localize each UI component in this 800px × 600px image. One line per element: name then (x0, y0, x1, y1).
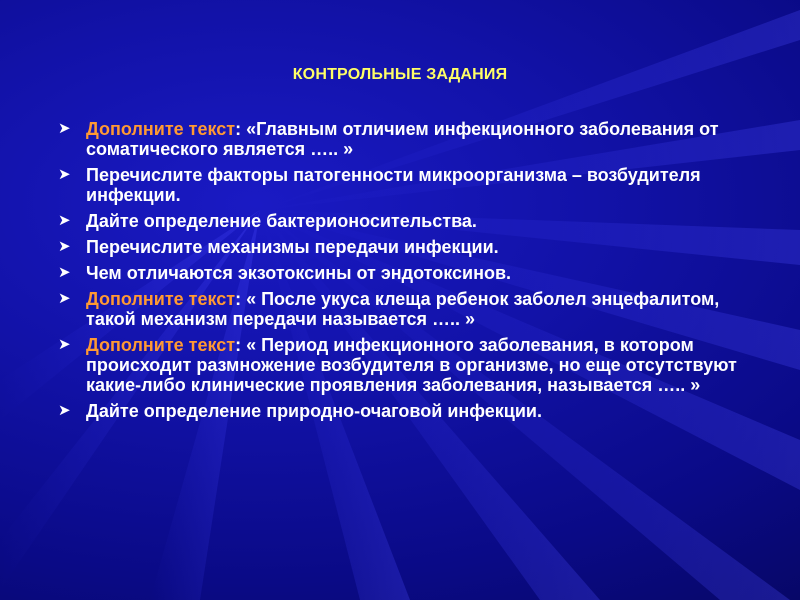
task-item-3 (58, 211, 758, 231)
triangle-bullet-icon: ➤ (58, 238, 71, 255)
triangle-bullet-icon: ➤ (58, 120, 71, 137)
slide-title: КОНТРОЛЬНЫЕ ЗАДАНИЯ (292, 66, 508, 83)
task-item-6 (58, 289, 758, 329)
task-highlight: Дополните текст (86, 335, 236, 355)
task-highlight: Дополните текст (86, 289, 236, 309)
task-text: Перечислите факторы патогенности микроорганизма – возбудителя инфекции. (86, 165, 701, 205)
task-text: : «Главным отличием инфекционного заболевания от соматического является ….. » (86, 119, 719, 159)
task-highlight: Дополните текст (86, 119, 236, 139)
triangle-bullet-icon: ➤ (58, 166, 71, 183)
task-text: Перечислите механизмы передачи инфекции. (86, 237, 499, 257)
task-text: Дайте определение бактерионосительства. (86, 211, 477, 231)
task-list (58, 119, 758, 427)
task-item-2 (58, 165, 758, 205)
task-text: : « После укуса клеща ребенок заболел энцефалитом, такой механизм передачи называется ….. » (86, 289, 720, 329)
task-item-8 (58, 401, 758, 421)
task-item-1 (58, 119, 758, 159)
triangle-bullet-icon: ➤ (58, 264, 71, 281)
triangle-bullet-icon: ➤ (58, 212, 71, 229)
task-text: : « Период инфекционного заболевания, в котором происходит размножение возбудителя в организме, но еще отсутствуют какие-либо клинические проявления заболевания, называется ….. » (86, 335, 737, 395)
task-text: Чем отличаются экзотоксины от эндотоксинов. (86, 263, 512, 283)
task-item-4 (58, 237, 758, 257)
task-item-7 (58, 335, 758, 395)
task-item-5 (58, 263, 758, 283)
triangle-bullet-icon: ➤ (58, 336, 71, 353)
triangle-bullet-icon: ➤ (58, 290, 71, 307)
task-text: Дайте определение природно-очаговой инфекции. (86, 401, 542, 421)
triangle-bullet-icon: ➤ (58, 402, 71, 419)
